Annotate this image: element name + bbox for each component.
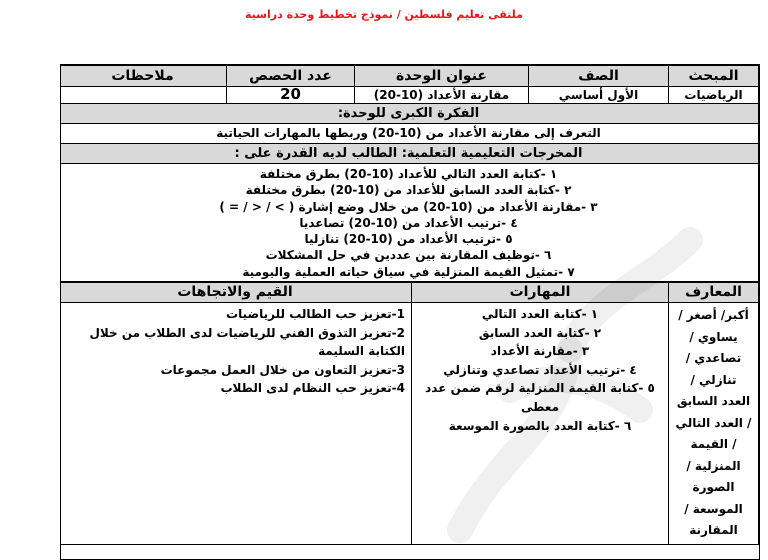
skill-item: ٦ -كتابة العدد بالصورة الموسعة — [448, 418, 632, 433]
values-title: القيم والاتجاهات — [60, 283, 412, 303]
outcome-item: ٧ -تمثيل القيمة المنزلية في سياق حياته العملية واليومية — [242, 264, 575, 279]
value-item: 3-تعزيز التعاون من خلال العمل مجموعات — [160, 362, 405, 377]
skills-list — [412, 303, 669, 545]
sections-content-row — [60, 303, 759, 545]
big-idea-label-row — [60, 104, 759, 124]
sections-table — [60, 282, 759, 545]
outcome-item: ٤ -ترتيب الأعداد من (10-20) تصاعديا — [299, 215, 518, 230]
big-idea-label: الفكرة الكبرى للوحدة: — [60, 104, 759, 124]
knowledge-text: أكبر/ أصغر / يساوي / تصاعدي / تنازلي / العدد السابق / العدد التالي / القيمة المنزلية / الصورة الموسعة / المقارنة — [669, 303, 759, 545]
outcome-item: ٣ -مقارنة الأعداد من (10-20) من خلال وضع إشارة ( > / < / = ) — [219, 199, 598, 214]
outcome-item: ٦ -توظيف المقارنة بين عددين في حل المشكلات — [265, 248, 552, 263]
values-list — [60, 303, 412, 545]
skill-item: ١ -كتابة العدد التالي — [481, 307, 599, 322]
col-unit-title: عنوان الوحدة — [355, 66, 529, 87]
value-item: 2-تعزيز التذوق الفني للرياضيات لدى الطلاب من خلال الكتابة السليمة — [89, 325, 405, 359]
notes-value — [60, 87, 227, 104]
value-item: 1-تعزيز حب الطالب للرياضيات — [226, 307, 405, 322]
skill-item: ٣ -مقارنة الأعداد — [490, 344, 590, 359]
outcome-item: ٢ -كتابة العدد السابق للأعداد من (10-20) بطرق مختلفة — [245, 183, 572, 198]
skills-title: المهارات — [412, 283, 669, 303]
unit-plan-table — [60, 64, 760, 560]
big-idea-text: التعرف إلى مقارنة الأعداد من (10-20) وربطها بالمهارات الحياتية — [60, 124, 759, 144]
outcomes-label: المخرجات التعليمية التعلمية: الطالب لديه القدرة على : — [60, 144, 759, 164]
subject-value: الرياضيات — [669, 87, 759, 104]
header-row — [60, 66, 759, 87]
col-grade: الصف — [529, 66, 669, 87]
sections-header-row — [60, 283, 759, 303]
knowledge-title: المعارف — [669, 283, 759, 303]
grade-value: الأول أساسي — [529, 87, 669, 104]
col-lessons: عدد الحصص — [227, 66, 355, 87]
big-idea-row — [60, 124, 759, 144]
document-header: ملتقى تعليم فلسطين / نموذج تخطيط وحدة دراسية — [245, 8, 523, 21]
skill-item: ٢ -كتابة العدد السابق — [478, 325, 602, 340]
value-item: 4-تعزيز حب النظام لدى الطلاب — [220, 381, 405, 396]
outcomes-row — [60, 164, 759, 282]
skill-item: ٥ -كتابة القيمة المنزلية لرقم ضمن عدد معطى — [425, 381, 655, 415]
lessons-value: 20 — [227, 87, 355, 104]
values-row — [60, 87, 759, 104]
outcomes-label-row — [60, 144, 759, 164]
col-notes: ملاحظات — [60, 66, 227, 87]
unit-title-value: مقارنة الأعداد (10-20) — [355, 87, 529, 104]
outcomes-list — [60, 164, 759, 282]
col-subject: المبحث — [669, 66, 759, 87]
skill-item: ٤ -ترتيب الأعداد تصاعدي وتنازلي — [443, 362, 637, 377]
outcome-item: ٥ -ترتيب الأعداد من (10-20) تنازليا — [304, 232, 513, 247]
outcome-item: ١ -كتابة العدد التالي للأعداد (10-20) بطرق مختلفة — [259, 167, 558, 181]
